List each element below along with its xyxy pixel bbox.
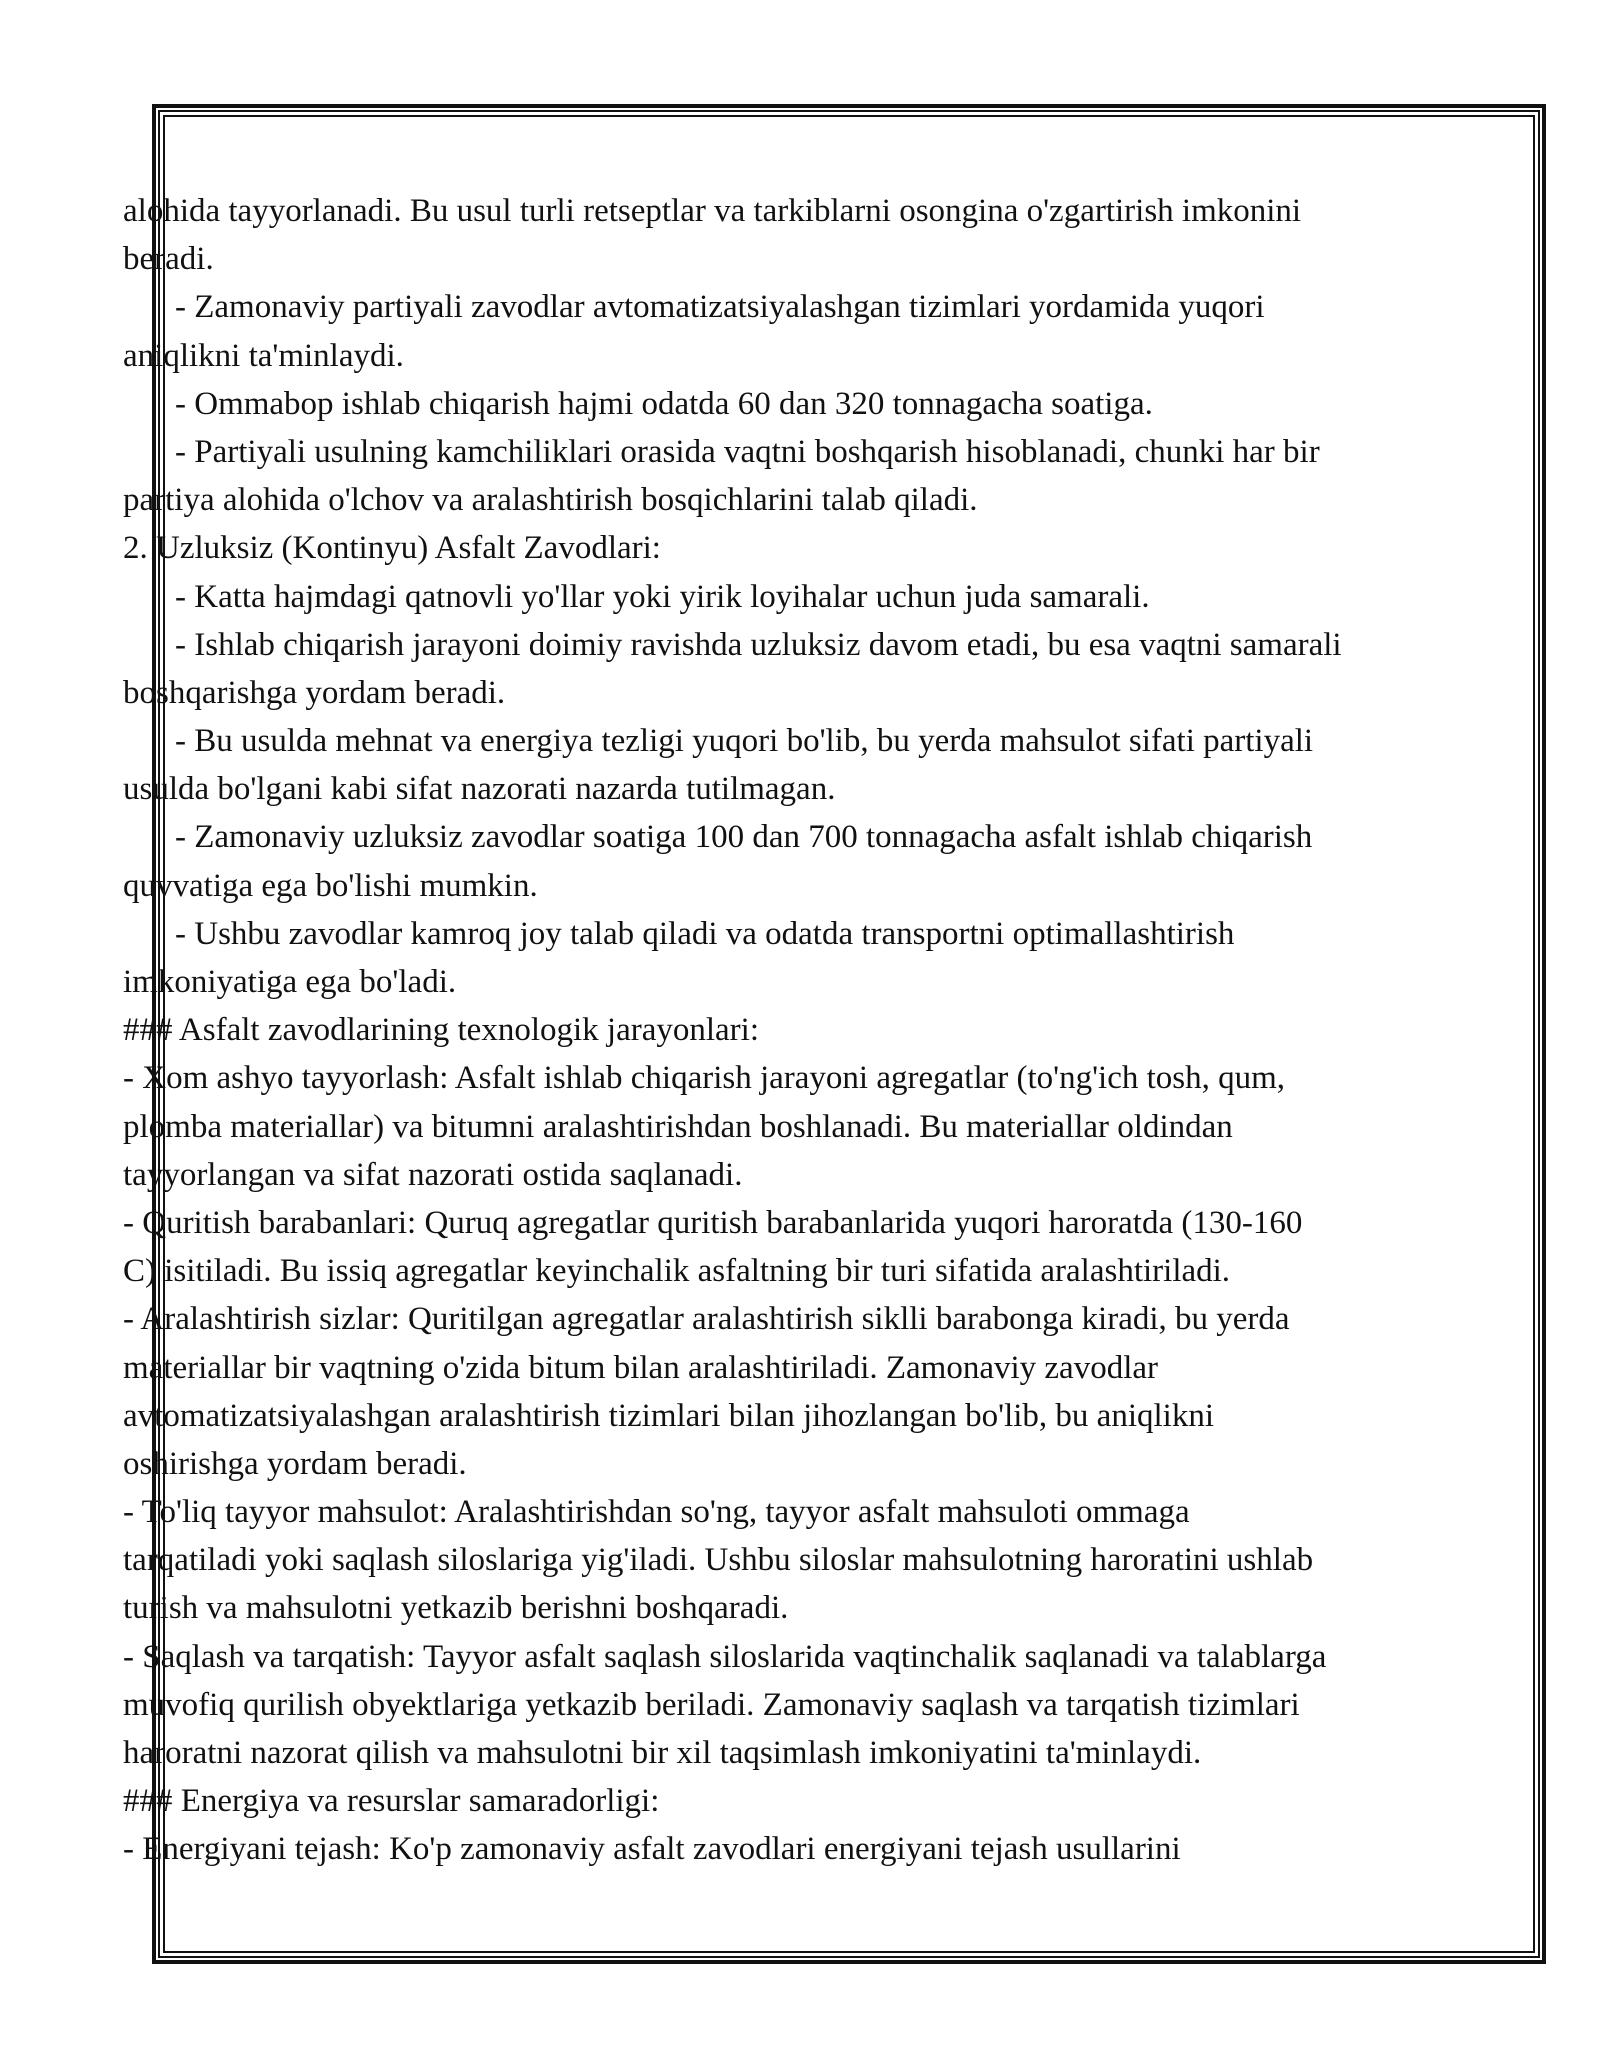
text-line: - Bu usulda mehnat va energiya tezligi yuqori bo'lib, bu yerda mahsulot sifati partiyali — [175, 723, 1314, 760]
text-line: tayyorlangan va sifat nazorati ostida saqlanadi. — [123, 1156, 743, 1193]
text-line: - Quritish barabanlari: Quruq agregatlar quritish barabanlarida yuqori haroratda (130-160 — [123, 1204, 1303, 1241]
text-line: ### Asfalt zavodlarining texnologik jarayonlari: — [123, 1012, 760, 1049]
text-line: quvvatiga ega bo'lishi mumkin. — [123, 867, 538, 904]
text-line: - Ushbu zavodlar kamroq joy talab qiladi va odatda transportni optimallashtirish — [175, 915, 1235, 952]
text-line: - Energiyani tejash: Ko'p zamonaviy asfalt zavodlari energiyani tejash usullarini — [123, 1831, 1181, 1868]
text-line: imkoniyatiga ega bo'ladi. — [123, 964, 457, 1000]
text-line: aniqlikni ta'minlaydi. — [123, 337, 404, 374]
document-body — [123, 187, 1483, 1874]
text-line: haroratni nazorat qilish va mahsulotni bir xil taqsimlash imkoniyatini ta'minlaydi. — [123, 1735, 1202, 1771]
text-line: - Ishlab chiqarish jarayoni doimiy ravishda uzluksiz davom etadi, bu esa vaqtni samarali — [175, 626, 1342, 663]
text-line: 2. Uzluksiz (Kontinyu) Asfalt Zavodlari: — [123, 530, 661, 567]
text-line: materiallar bir vaqtning o'zida bitum bilan aralashtiriladi. Zamonaviy zavodlar — [123, 1349, 1159, 1386]
text-line: - Katta hajmdagi qatnovli yo'llar yoki yirik loyihalar uchun juda samarali. — [175, 578, 1150, 615]
text-line: muvofiq qurilish obyektlariga yetkazib beriladi. Zamonaviy saqlash va tarqatish tizimlari — [123, 1686, 1300, 1723]
text-line: - Zamonaviy uzluksiz zavodlar soatiga 100 dan 700 tonnagacha asfalt ishlab chiqarish — [175, 819, 1313, 856]
text-line: - Ommabop ishlab chiqarish hajmi odatda 60 dan 320 tonnagacha soatiga. — [175, 385, 1153, 422]
text-line: ### Energiya va resurslar samaradorligi: — [123, 1783, 660, 1820]
text-line: boshqarishga yordam beradi. — [123, 674, 506, 711]
text-line: avtomatizatsiyalashgan aralashtirish tizimlari bilan jihozlangan bo'lib, bu aniqlikni — [123, 1397, 1214, 1434]
text-line: - Zamonaviy partiyali zavodlar avtomatizatsiyalashgan tizimlari yordamida yuqori — [175, 289, 1265, 326]
text-line: usulda bo'lgani kabi sifat nazorati nazarda tutilmagan. — [123, 771, 836, 808]
text-line: - Aralashtirish sizlar: Quritilgan agregatlar aralashtirish siklli barabonga kiradi, bu yerda — [123, 1301, 1290, 1338]
text-line: beradi. — [123, 241, 214, 278]
text-line: turish va mahsulotni yetkazib berishni boshqaradi. — [123, 1590, 789, 1627]
text-line: - Xom ashyo tayyorlash: Asfalt ishlab chiqarish jarayoni agregatlar (to'ng'ich tosh, qum, — [123, 1060, 1286, 1097]
text-line: - Partiyali usulning kamchiliklari orasida vaqtni boshqarish hisoblanadi, chunki har bir — [175, 433, 1320, 470]
text-line: - To'liq tayyor mahsulot: Aralashtirishdan so'ng, tayyor asfalt mahsuloti ommaga — [123, 1494, 1190, 1531]
text-line: C) isitiladi. Bu issiq agregatlar keyinchalik asfaltning bir turi sifatida aralashtiriladi. — [123, 1253, 1231, 1290]
text-line: plomba materiallar) va bitumni aralashtirishdan boshlanadi. Bu materiallar oldindan — [123, 1108, 1233, 1145]
text-line: - Saqlash va tarqatish: Tayyor asfalt saqlash siloslarida vaqtinchalik saqlanadi va talablarga — [123, 1638, 1327, 1675]
text-line: alohida tayyorlanadi. Bu usul turli retseptlar va tarkiblarni osongina o'zgartirish imkonini — [123, 193, 1302, 229]
text-line: oshirishga yordam beradi. — [123, 1445, 467, 1482]
text-line: tarqatiladi yoki saqlash siloslariga yig'iladi. Ushbu siloslar mahsulotning haroratini ushlab — [123, 1542, 1314, 1579]
text-line: partiya alohida o'lchov va aralashtirish bosqichlarini talab qiladi. — [123, 482, 978, 519]
